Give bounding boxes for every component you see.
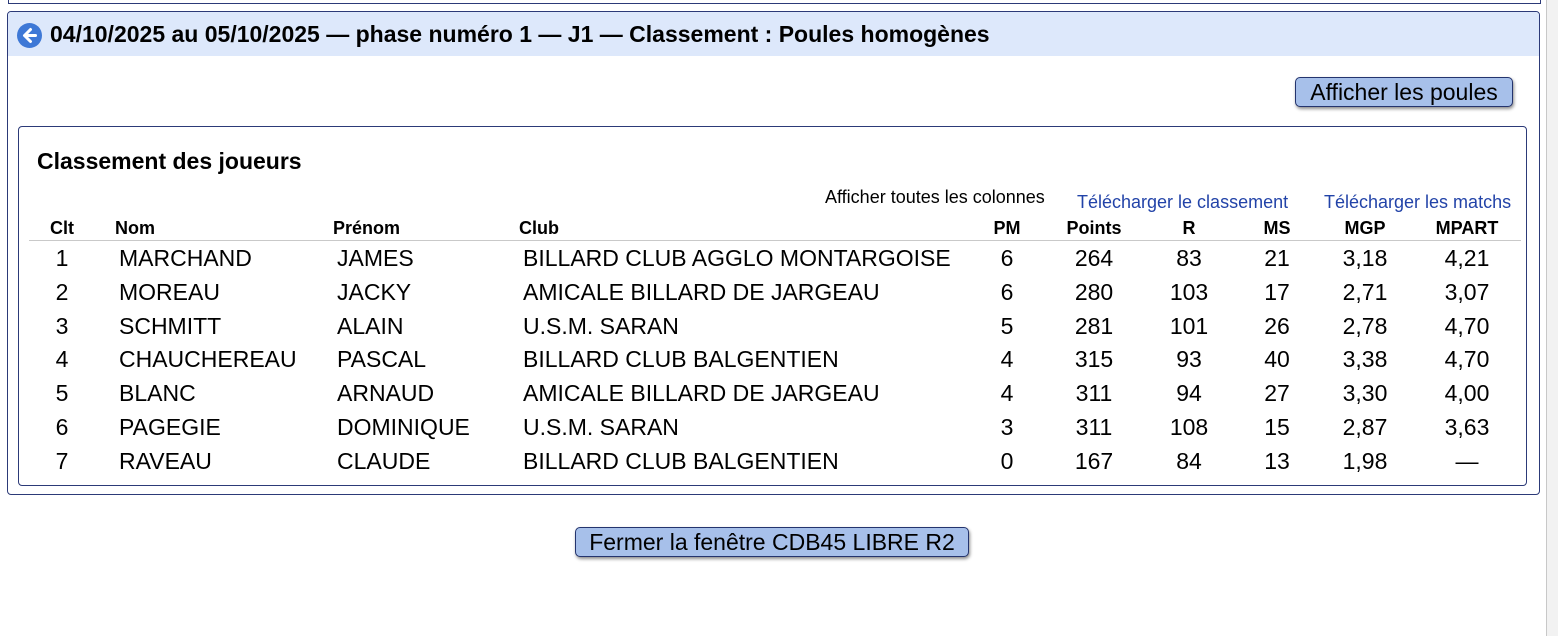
rank-cell: 5 [55,380,69,406]
last-name-cell: CHAUCHEREAU [119,346,297,372]
r-cell: 101 [1169,313,1209,339]
points-cell: 280 [1074,279,1114,305]
first-name-cell: JAMES [337,245,414,271]
pm-cell: 6 [1000,245,1014,271]
r-cell: 84 [1176,448,1202,474]
points-cell: 311 [1075,380,1113,406]
points-cell: 311 [1075,414,1113,440]
column-header-nom: Nom [115,218,155,238]
mpart-cell: 3,63 [1444,414,1490,440]
mpart-cell: 4,00 [1444,380,1490,406]
scrollbar[interactable] [1546,0,1558,636]
first-name-cell: CLAUDE [337,448,431,474]
last-name-cell: MARCHAND [119,245,252,271]
download-ranking-link[interactable]: Télécharger le classement [1077,192,1289,212]
mgp-cell: 3,30 [1342,380,1388,406]
title-bar [8,12,1539,56]
first-name-cell: ALAIN [337,313,404,339]
club-cell: BILLARD CLUB AGGLO MONTARGOISE [523,245,951,271]
pm-cell: 4 [1000,380,1014,406]
column-header-mgp: MGP [1344,218,1386,238]
column-header-prenom: Prénom [333,218,401,238]
column-header-mpart: MPART [1435,218,1499,238]
rank-cell: 3 [55,313,69,339]
ms-cell: 21 [1264,245,1290,271]
pm-cell: 4 [1000,346,1014,372]
points-cell: 167 [1074,448,1114,474]
mpart-cell: 4,70 [1444,346,1490,372]
column-header-r: R [1182,218,1196,238]
ms-cell: 26 [1264,313,1290,339]
last-name-cell: PAGEGIE [119,414,221,440]
section-title: Classement des joueurs [37,148,302,174]
table-row [29,346,1521,376]
club-cell: AMICALE BILLARD DE JARGEAU [523,279,880,305]
first-name-cell: DOMINIQUE [337,414,470,440]
last-name-cell: RAVEAU [119,448,212,474]
back-arrow-icon[interactable] [17,23,42,48]
column-header-pm: PM [993,218,1021,238]
r-cell: 93 [1176,346,1202,372]
ms-cell: 17 [1264,279,1290,305]
club-cell: U.S.M. SARAN [523,414,679,440]
download-matches-link[interactable]: Télécharger les matchs [1324,192,1512,212]
mpart-cell: 3,07 [1444,279,1490,305]
rank-cell: 1 [55,245,69,271]
table-row [29,448,1521,478]
ms-cell: 40 [1264,346,1290,372]
column-header-clt: Clt [50,218,74,238]
mgp-cell: 1,98 [1342,448,1388,474]
mgp-cell: 2,71 [1342,279,1388,305]
ms-cell: 27 [1264,380,1290,406]
rank-cell: 2 [55,279,69,305]
close-window-button[interactable]: Fermer la fenêtre CDB45 LIBRE R2 [575,527,969,557]
mgp-cell: 3,38 [1342,346,1388,372]
previous-panel-edge [8,0,1541,4]
first-name-cell: ARNAUD [337,380,435,406]
table-row [29,313,1521,343]
ranking-panel [18,126,1527,486]
r-cell: 83 [1176,245,1202,271]
mgp-cell: 2,87 [1342,414,1388,440]
club-cell: BILLARD CLUB BALGENTIEN [523,346,839,372]
show-all-columns-link[interactable]: Afficher toutes les colonnes [825,187,1045,207]
last-name-cell: BLANC [119,380,196,406]
column-header-ms: MS [1263,218,1291,238]
pm-cell: 3 [1000,414,1014,440]
mpart-cell: 4,21 [1444,245,1490,271]
pm-cell: 0 [1000,448,1014,474]
table-header [29,218,1521,241]
points-cell: 315 [1074,346,1114,372]
rank-cell: 4 [55,346,69,372]
points-cell: 264 [1074,245,1114,271]
table-row [29,245,1521,275]
column-header-club: Club [519,218,559,238]
club-cell: BILLARD CLUB BALGENTIEN [523,448,839,474]
column-header-points: Points [1066,218,1122,238]
table-row [29,279,1521,309]
points-cell: 281 [1074,313,1114,339]
table-row [29,380,1521,410]
r-cell: 108 [1169,414,1209,440]
rank-cell: 6 [55,414,69,440]
table-row [29,414,1521,444]
club-cell: U.S.M. SARAN [523,313,679,339]
club-cell: AMICALE BILLARD DE JARGEAU [523,380,880,406]
r-cell: 103 [1169,279,1209,305]
ms-cell: 15 [1264,414,1290,440]
pm-cell: 5 [1000,313,1014,339]
ms-cell: 13 [1264,448,1290,474]
mpart-cell: — [1455,448,1479,474]
rank-cell: 7 [55,448,69,474]
show-pools-button[interactable]: Afficher les poules [1295,77,1513,107]
r-cell: 94 [1176,380,1202,406]
last-name-cell: SCHMITT [119,313,222,339]
mpart-cell: 4,70 [1444,313,1490,339]
first-name-cell: JACKY [337,279,412,305]
mgp-cell: 2,78 [1342,313,1388,339]
results-panel [7,11,1540,495]
pm-cell: 6 [1000,279,1014,305]
first-name-cell: PASCAL [337,346,427,372]
page-title: 04/10/2025 au 05/10/2025 — phase numéro 1 — J1 — Classement : Poules homogènes [50,21,990,47]
last-name-cell: MOREAU [119,279,220,305]
mgp-cell: 3,18 [1342,245,1388,271]
